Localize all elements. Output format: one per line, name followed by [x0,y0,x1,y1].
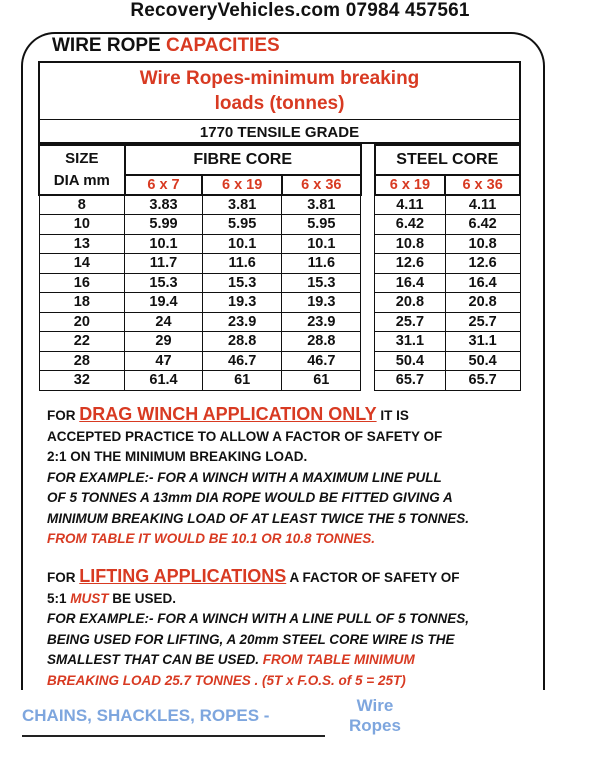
lifting-example3a: SMALLEST THAT CAN BE USED. [47,652,263,667]
load-cell: 11.6 [202,254,282,274]
column-separator [361,312,375,332]
lifting-example2: BEING USED FOR LIFTING, A 20mm STEEL CORE WIRE IS THE [47,631,455,647]
lifting-be-used: BE USED. [108,590,177,606]
site-header: RecoveryVehicles.com 07984 457561 [130,0,470,21]
load-cell: 11.7 [125,254,203,274]
drag-winch-section [47,404,547,550]
lifting-ratio: 5:1 [47,590,71,606]
steel-core-header: STEEL CORE [375,145,520,175]
load-cell: 24 [125,312,203,332]
load-cell: 6.42 [445,215,520,235]
load-cell: 28.8 [202,332,282,352]
breaking-load-table [38,144,521,391]
drag-example1: FOR EXAMPLE:- FOR A WINCH WITH A MAXIMUM LINE PULL [47,469,442,485]
load-cell: 65.7 [375,371,446,391]
load-cell: 15.3 [282,273,361,293]
card-bottom-mask [14,690,574,763]
lifting-tail: A FACTOR OF SAFETY OF [286,570,460,585]
load-cell: 12.6 [375,254,446,274]
load-cell: 16.4 [445,273,520,293]
load-cell: 10.8 [445,234,520,254]
load-cell: 5.95 [202,215,282,235]
load-cell: 20.8 [375,293,446,313]
table-header-line1: Wire Ropes-minimum breaking [139,68,420,89]
footer-wire-ropes [340,696,410,736]
load-cell: 50.4 [445,351,520,371]
size-cell: 13 [39,234,125,254]
lifting-line2 [47,589,547,610]
load-cell: 6.42 [375,215,446,235]
size-header-line2: DIA mm [53,172,110,189]
table-row [39,332,520,352]
table-row [39,312,520,332]
table-header-line2: loads (tonnes) [214,93,345,114]
load-cell: 10.1 [202,234,282,254]
load-cell: 31.1 [445,332,520,352]
load-cell: 12.6 [445,254,520,274]
column-separator [361,351,375,371]
column-separator [361,332,375,352]
column-separator [361,293,375,313]
load-cell: 20.8 [445,293,520,313]
drag-for: FOR [47,408,80,423]
table-row [39,254,520,274]
column-separator [361,145,375,195]
size-cell: 8 [39,195,125,215]
size-cell: 20 [39,312,125,332]
size-cell: 16 [39,273,125,293]
column-separator [361,273,375,293]
drag-example2: OF 5 TONNES A 13mm DIA ROPE WOULD BE FITTED GIVING A [47,490,453,505]
size-cell: 14 [39,254,125,274]
fibre-sub-6x19: 6 x 19 [202,175,282,195]
drag-table-note: FROM TABLE IT WOULD BE 10.1 OR 10.8 TONNES. [47,531,376,546]
load-cell: 25.7 [375,312,446,332]
column-separator [361,254,375,274]
footer-wire: Wire [356,696,394,715]
column-separator [361,234,375,254]
title-red: CAPACITIES [166,35,280,56]
drag-line2: ACCEPTED PRACTICE TO ALLOW A FACTOR OF SAFETY OF [47,428,443,444]
load-cell: 23.9 [282,312,361,332]
lifting-line1 [47,566,547,589]
drag-tail: IT IS [376,408,409,423]
steel-sub-6x19: 6 x 19 [375,175,446,195]
tensile-grade: 1770 TENSILE GRADE [199,124,360,141]
load-cell: 16.4 [375,273,446,293]
load-cell: 19.3 [202,293,282,313]
load-cell: 25.7 [445,312,520,332]
load-cell: 61.4 [125,371,203,391]
load-cell: 46.7 [282,351,361,371]
size-cell: 28 [39,351,125,371]
load-cell: 19.4 [125,293,203,313]
drag-example3: MINIMUM BREAKING LOAD OF AT LEAST TWICE THE 5 TONNES. [47,510,469,526]
lifting-section [47,566,547,691]
lifting-example4: BREAKING LOAD 25.7 TONNES . (5T x F.O.S. of 5 = 25T) [47,672,406,688]
table-row [39,273,520,293]
load-cell: 28.8 [282,332,361,352]
fibre-sub-6x36: 6 x 36 [282,175,361,195]
size-cell: 18 [39,293,125,313]
column-separator [361,215,375,235]
load-cell: 4.11 [375,195,446,215]
load-cell: 23.9 [202,312,282,332]
load-cell: 19.3 [282,293,361,313]
load-cell: 3.81 [282,195,361,215]
steel-sub-6x36: 6 x 36 [445,175,520,195]
page-title [52,35,280,57]
lifting-example3 [47,650,547,671]
lifting-for: FOR [47,570,80,585]
footer-chains: CHAINS, SHACKLES, ROPES - [22,706,270,725]
load-cell: 11.6 [282,254,361,274]
drag-line3: 2:1 ON THE MINIMUM BREAKING LOAD. [47,449,308,464]
lifting-must: MUST [70,590,109,606]
load-cell: 15.3 [202,273,282,293]
load-cell: 61 [282,371,361,391]
lifting-example1: FOR EXAMPLE:- FOR A WINCH WITH A LINE PULL OF 5 TONNES, [47,611,469,626]
table-row [39,215,520,235]
size-cell: 10 [39,215,125,235]
load-cell: 46.7 [202,351,282,371]
fibre-sub-6x7: 6 x 7 [125,175,203,195]
load-cell: 31.1 [375,332,446,352]
load-cell: 50.4 [375,351,446,371]
load-cell: 65.7 [445,371,520,391]
load-cell: 61 [202,371,282,391]
size-header-line1: SIZE [65,150,99,167]
lifting-heading: LIFTING APPLICATIONS [79,566,287,586]
load-cell: 47 [125,351,203,371]
size-cell: 32 [39,371,125,391]
load-cell: 15.3 [125,273,203,293]
footer-underline [22,735,325,737]
table-header-title [38,66,521,116]
drag-line1 [47,404,547,427]
size-cell: 22 [39,332,125,352]
table-row [39,293,520,313]
size-column-header [39,145,125,195]
load-cell: 10.1 [125,234,203,254]
title-black: WIRE ROPE [52,35,167,56]
load-cell: 4.11 [445,195,520,215]
table-row [39,371,520,391]
column-separator [361,371,375,391]
load-cell: 3.81 [202,195,282,215]
load-cell: 3.83 [125,195,203,215]
lifting-example3b: FROM TABLE MINIMUM [262,652,415,667]
table-row [39,351,520,371]
load-cell: 5.95 [282,215,361,235]
load-cell: 10.8 [375,234,446,254]
load-cell: 5.99 [125,215,203,235]
drag-heading: DRAG WINCH APPLICATION ONLY [79,404,377,424]
load-cell: 29 [125,332,203,352]
load-cell: 10.1 [282,234,361,254]
table-row [39,234,520,254]
table-row [39,195,520,215]
column-separator [361,195,375,215]
table-body [39,195,520,390]
fibre-core-header: FIBRE CORE [125,145,361,175]
footer-ropes: Ropes [349,716,401,735]
